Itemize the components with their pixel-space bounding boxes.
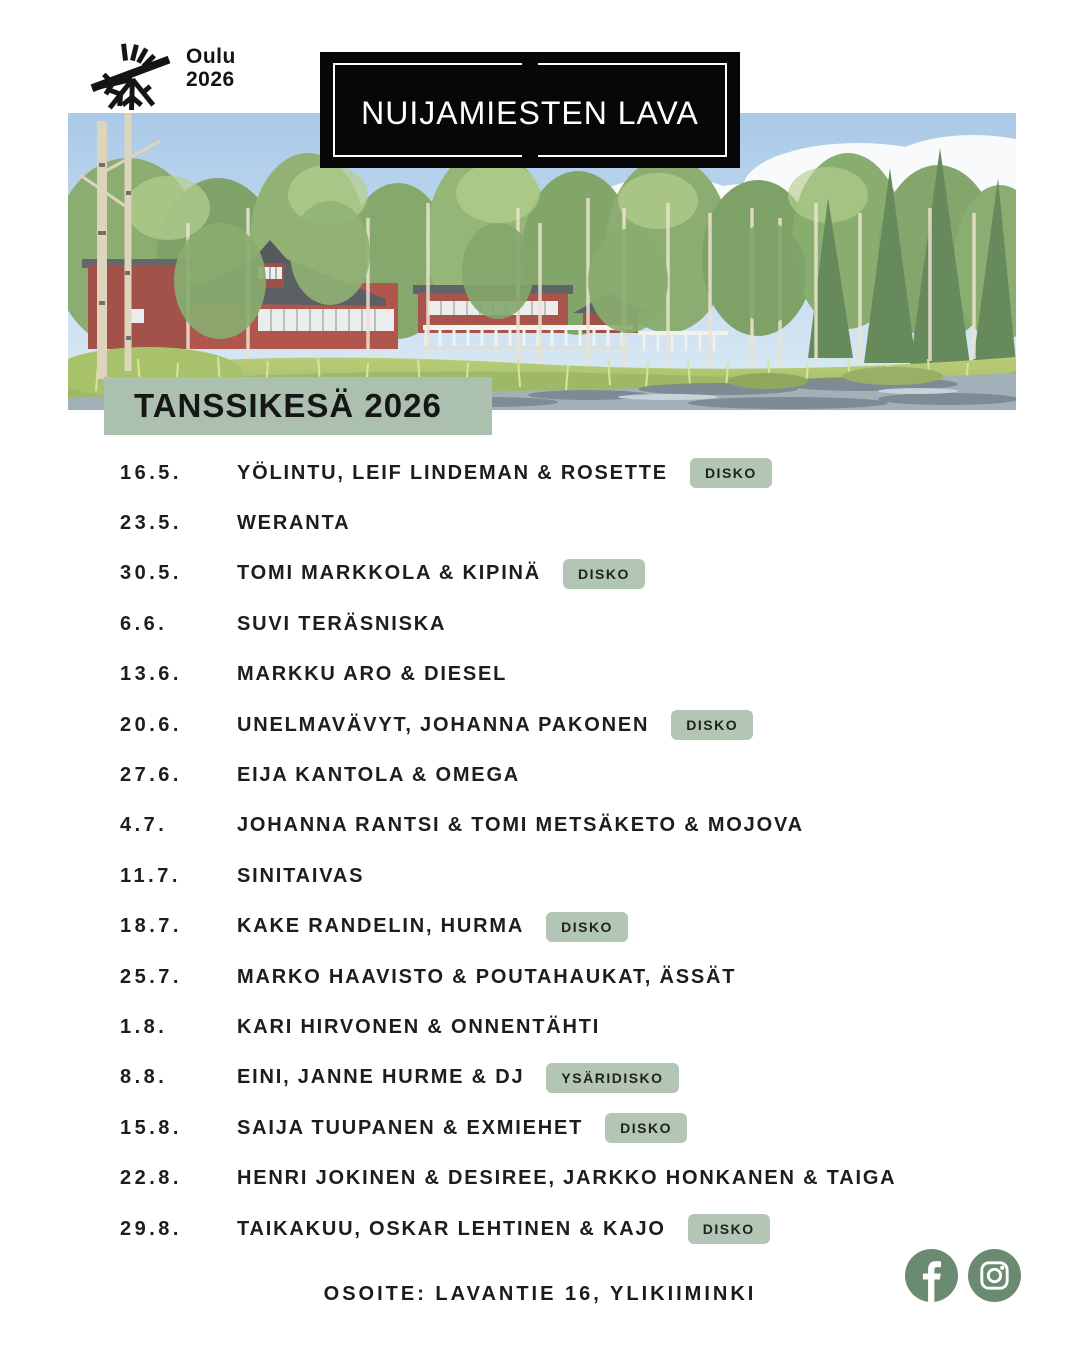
facebook-icon [905, 1249, 958, 1302]
event-artists: TAIKAKUU, OSKAR LEHTINEN & KAJO [237, 1217, 666, 1240]
event-badge: DISKO [671, 710, 753, 740]
event-row [120, 650, 1040, 700]
event-row [120, 952, 1040, 1002]
event-date: 25.7. [120, 965, 182, 988]
oulu-2026-logo-text [186, 45, 236, 91]
oulu-2026-logo-icon [88, 26, 172, 110]
event-date: 13.6. [120, 663, 182, 686]
event-artists: EINI, JANNE HURME & DJ [237, 1066, 525, 1089]
event-date: 6.6. [120, 612, 168, 635]
facebook-button[interactable] [905, 1249, 958, 1302]
event-artists: KARI HIRVONEN & ONNENTÄHTI [237, 1015, 601, 1038]
event-badge: DISKO [546, 912, 628, 942]
banner-frame-notch-bottom [522, 154, 538, 158]
event-badge: DISKO [690, 458, 772, 488]
event-date: 22.8. [120, 1167, 182, 1190]
instagram-icon [968, 1249, 1021, 1302]
event-row [120, 851, 1040, 901]
instagram-button[interactable] [968, 1249, 1021, 1302]
season-title-box [104, 377, 492, 435]
event-row [120, 801, 1040, 851]
event-row [120, 1002, 1040, 1052]
event-artists: MARKO HAAVISTO & POUTAHAUKAT, ÄSSÄT [237, 965, 737, 988]
oulu-2026-logo [88, 26, 236, 110]
event-row [120, 1053, 1040, 1103]
event-artists: SUVI TERÄSNISKA [237, 612, 447, 635]
event-artists: MARKKU ARO & DIESEL [237, 663, 508, 686]
event-date: 23.5. [120, 512, 182, 535]
event-row [120, 498, 1040, 548]
event-date: 20.6. [120, 713, 182, 736]
season-title: TANSSIKESÄ 2026 [134, 387, 442, 424]
event-artists: HENRI JOKINEN & DESIREE, JARKKO HONKANEN & TAIGA [237, 1167, 897, 1190]
event-row [120, 599, 1040, 649]
event-date: 29.8. [120, 1217, 182, 1240]
event-row [120, 549, 1040, 599]
event-row [120, 448, 1040, 498]
venue-name: NUIJAMIESTEN LAVA [361, 94, 699, 131]
event-badge: DISKO [563, 559, 645, 589]
event-row [120, 750, 1040, 800]
venue-name-banner [320, 52, 740, 168]
event-artists: JOHANNA RANTSI & TOMI METSÄKETO & MOJOVA [237, 814, 804, 837]
event-badge: DISKO [605, 1113, 687, 1143]
event-row [120, 902, 1040, 952]
event-artists: WERANTA [237, 512, 351, 535]
venue-address: OSOITE: LAVANTIE 16, YLIKIIMINKI [323, 1283, 757, 1305]
event-badge: YSÄRIDISKO [546, 1063, 678, 1093]
event-artists: SINITAIVAS [237, 864, 365, 887]
logo-line-2: 2026 [186, 68, 235, 91]
event-date: 8.8. [120, 1066, 168, 1089]
event-date: 1.8. [120, 1015, 168, 1038]
event-date: 30.5. [120, 562, 182, 585]
event-date: 15.8. [120, 1116, 182, 1139]
event-date: 18.7. [120, 915, 182, 938]
banner-frame-notch-top [522, 62, 538, 66]
event-date: 4.7. [120, 814, 168, 837]
event-date: 16.5. [120, 461, 182, 484]
logo-line-1: Oulu [186, 44, 236, 68]
social-links [905, 1249, 1021, 1302]
event-artists: UNELMAVÄVYT, JOHANNA PAKONEN [237, 713, 650, 736]
event-row [120, 1204, 1040, 1254]
event-artists: SAIJA TUUPANEN & EXMIEHET [237, 1116, 584, 1139]
event-list [120, 448, 1040, 1254]
event-artists: KAKE RANDELIN, HURMA [237, 915, 525, 938]
event-artists: TOMI MARKKOLA & KIPINÄ [237, 562, 542, 585]
event-date: 27.6. [120, 764, 182, 787]
event-row [120, 1103, 1040, 1153]
event-row [120, 700, 1040, 750]
event-badge: DISKO [688, 1214, 770, 1244]
event-date: 11.7. [120, 864, 181, 887]
event-row [120, 1153, 1040, 1203]
event-artists: EIJA KANTOLA & OMEGA [237, 764, 521, 787]
event-artists: YÖLINTU, LEIF LINDEMAN & ROSETTE [237, 461, 668, 484]
